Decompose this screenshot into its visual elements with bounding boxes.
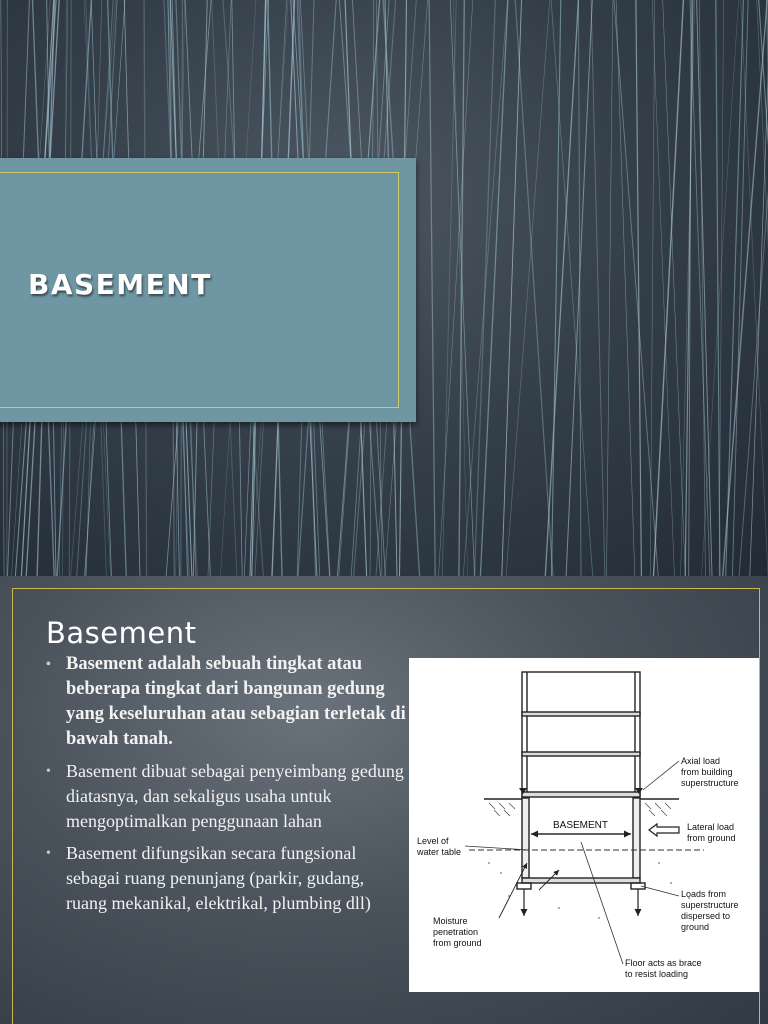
background-line	[506, 0, 550, 576]
water-table-label-2: water table	[417, 847, 462, 857]
bullet-item	[44, 841, 406, 916]
bullet-list	[44, 652, 406, 923]
background-line	[607, 0, 613, 576]
axial-load-label-2: from building	[681, 767, 733, 777]
title-box	[0, 158, 416, 422]
loads-from-label-2: superstructure	[681, 900, 739, 910]
water-table-label-1: Level of	[417, 836, 449, 846]
basement-label: BASEMENT	[553, 820, 609, 831]
basement-diagram-svg	[409, 658, 759, 992]
background-line	[450, 0, 474, 576]
moisture-label-2: penetration	[433, 927, 479, 937]
background-line	[459, 0, 464, 576]
bullet-dot-icon: •	[46, 764, 51, 779]
loads-from-label-1: Loads from	[681, 889, 727, 899]
content-slide	[0, 576, 768, 1024]
bullet-item	[44, 759, 406, 834]
bullet-text: Basement dibuat sebagai penyeimbang gedung diatasnya, dan sekaligus usaha untuk mengoptimalkan penggunaan lahan	[66, 761, 404, 831]
background-line	[757, 0, 768, 576]
bullet-item	[44, 652, 406, 752]
bullet-text: Basement difungsikan secara fungsional sebagai ruang penunjang (parkir, gudang, ruang mekanikal, elektrikal, plumbing dll)	[66, 843, 371, 913]
lateral-load-label-2: from ground	[687, 833, 736, 843]
background-line	[545, 0, 578, 576]
slide-heading: Basement	[46, 616, 197, 650]
background-line	[650, 0, 654, 576]
background-line	[463, 0, 507, 576]
floor-brace-label-2: to resist loading	[625, 969, 689, 979]
loads-from-label-4: ground	[681, 922, 710, 932]
moisture-label-3: from ground	[433, 938, 482, 948]
axial-load-label-1: Axial load	[681, 756, 721, 766]
bullet-text: Basement adalah sebuah tingkat atau beberapa tingkat dari bangunan gedung yang keseluruhan atau sebagian terletak di bawah tanah.	[66, 654, 406, 749]
background-line	[663, 0, 686, 576]
bullet-dot-icon: •	[46, 657, 51, 672]
background-line	[616, 0, 635, 576]
background-line	[591, 0, 605, 576]
background-line	[552, 0, 561, 576]
axial-load-label-3: superstructure	[681, 778, 739, 788]
background-line	[636, 0, 642, 576]
background-line	[750, 0, 768, 576]
background-line	[439, 0, 473, 576]
background-line	[716, 0, 720, 576]
background-line	[654, 0, 684, 576]
background-line	[551, 0, 593, 576]
background-line	[652, 0, 674, 576]
moisture-label-1: Moisture	[433, 916, 468, 926]
background-line	[502, 0, 522, 576]
lateral-load-label-1: Lateral load	[687, 822, 735, 832]
loads-from-label-3: dispersed to	[681, 911, 731, 921]
slide-title: BASEMENT	[28, 268, 212, 301]
basement-diagram	[409, 658, 759, 992]
background-line	[429, 0, 435, 576]
floor-brace-label-1: Floor acts as brace	[625, 958, 702, 968]
background-line	[681, 0, 695, 576]
background-line	[515, 0, 553, 576]
bullet-dot-icon: •	[46, 846, 51, 861]
background-line	[614, 0, 658, 576]
